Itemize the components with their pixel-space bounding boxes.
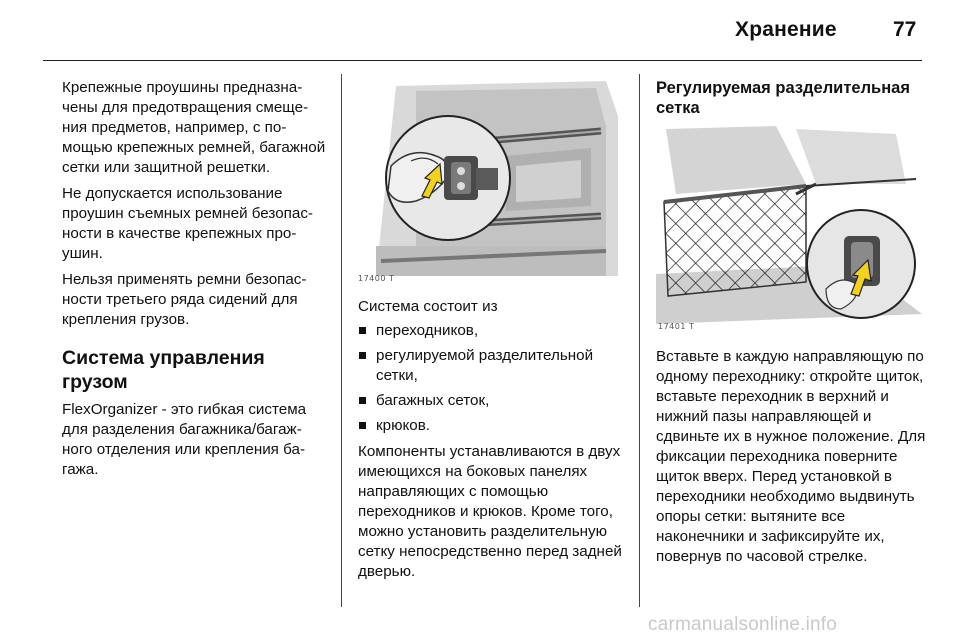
component-list (358, 321, 628, 436)
divider-net-illustration (656, 124, 922, 334)
figure-label: 17401 T (658, 322, 695, 331)
body-paragraph: Нельзя применять ремни безопасности третьего ряда сидений для крепления грузов. (62, 271, 307, 328)
figure-label: 17400 T (358, 274, 395, 283)
cargo-rail-figure (356, 76, 624, 286)
middle-column (358, 297, 628, 588)
body-paragraph: Не допускается использование проушин съемных ремней безопасности в качестве крепежных проушин. (62, 185, 313, 262)
list-item: багажных сеток, (358, 391, 628, 411)
body-paragraph: Крепежные проушины предназначены для предотвращения смещения предметов, например, с помощью крепежных ремней, багажной сетки или защитной решетки. (62, 79, 326, 176)
cargo-rail-illustration (356, 76, 624, 286)
body-paragraph: Вставьте в каждую направляющую по одному переходнику: откройте щиток, вставьте переходник в верхний и нижний пазы направляющей и сдвиньте их в нужное положение. Для фиксации переходника поверните щиток вверх. Перед установкой в переходники необходимо выдвинуть опоры сетки: вытяните все наконечники и зафиксируйте их, повернув по часовой стрелке. (656, 348, 926, 565)
section-heading: Система управления грузом (62, 347, 265, 393)
column-divider-right (639, 74, 640, 607)
body-paragraph: Система состоит из (358, 298, 498, 315)
page-title: Хранение (735, 18, 837, 41)
list-item: регулируемой разделительной сетки, (358, 346, 628, 386)
right-column (656, 347, 926, 573)
left-column (62, 78, 327, 486)
right-column-heading (656, 78, 926, 118)
subsection-heading: Регулируемая разделительная сетка (656, 79, 910, 117)
list-item: переходников, (358, 321, 628, 341)
header-divider (43, 60, 922, 61)
body-paragraph: FlexOrganizer - это гибкая система для разделения багажника/багажного отделения или крепления багажа. (62, 401, 307, 478)
divider-net-figure (656, 124, 922, 334)
column-divider-left (341, 74, 342, 607)
list-item: крюков. (358, 416, 628, 436)
page-number: 77 (893, 18, 917, 41)
watermark: carmanualsonline.info (648, 614, 838, 635)
body-paragraph: Компоненты устанавливаются в двух имеющихся на боковых панелях направляющих с помощью переходников и крюков. Кроме того, можно установить разделительную сетку непосредственно перед задней дверью. (358, 443, 622, 580)
